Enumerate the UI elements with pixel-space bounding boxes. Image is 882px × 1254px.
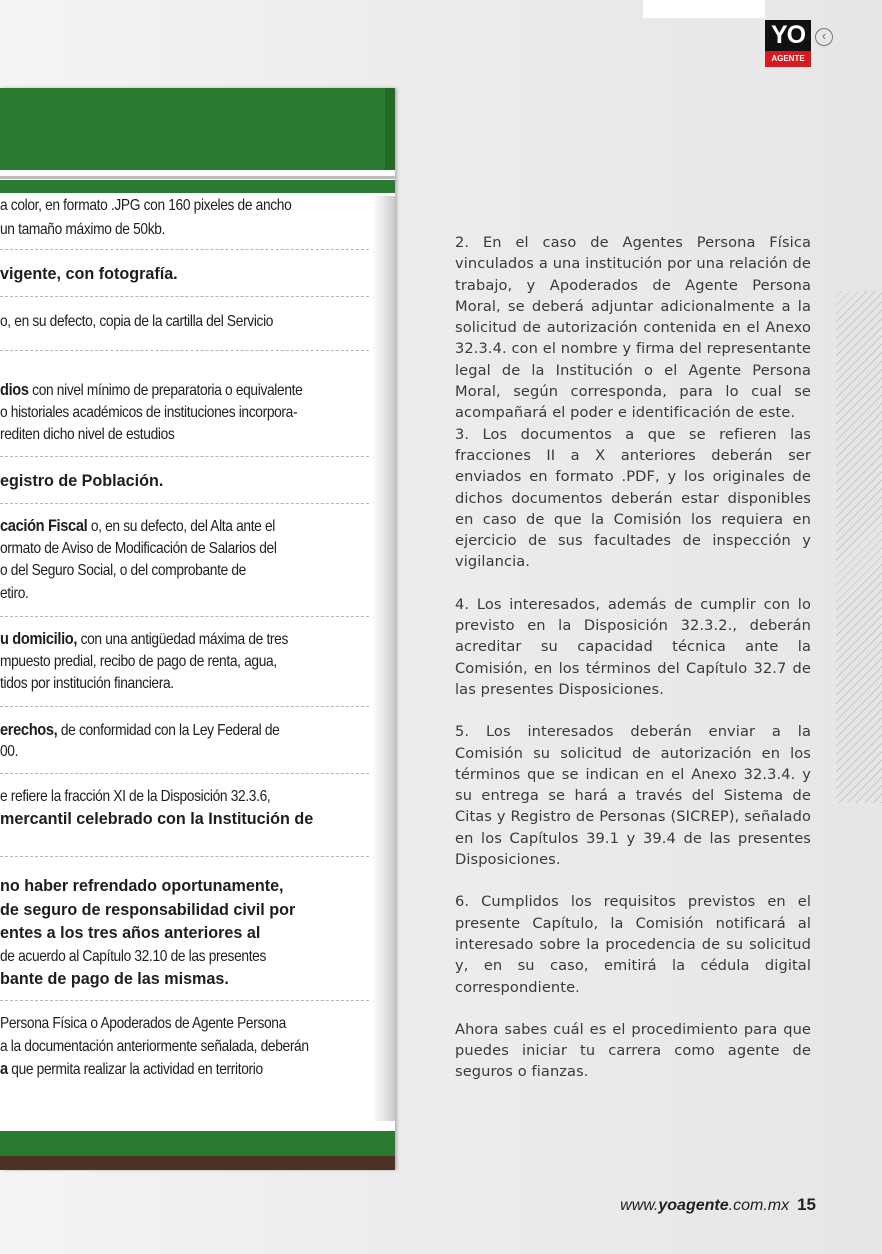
requirements-card bbox=[0, 88, 395, 1170]
card-line: no haber refrendado oportunamente, bbox=[0, 876, 284, 895]
card-header-band bbox=[0, 88, 395, 170]
dashed-divider bbox=[0, 249, 370, 250]
card-line: o del Seguro Social, o del comprobante de bbox=[0, 562, 246, 579]
card-line: erechos, de conformidad con la Ley Federal de bbox=[0, 720, 280, 739]
card-line: dios con nivel mínimo de preparatoria o equivalente bbox=[0, 380, 303, 399]
card-line: de acuerdo al Capítulo 32.10 de las presentes bbox=[0, 948, 267, 965]
footer-domain: .com.mx bbox=[728, 1197, 790, 1214]
card-green-stripe bbox=[0, 180, 395, 193]
card-line: de seguro de responsabilidad civil por bbox=[0, 900, 296, 919]
top-tab bbox=[643, 0, 765, 18]
card-line: e refiere la fracción XI de la Disposición 32.3.6, bbox=[0, 788, 271, 805]
circle-chevron-left-icon[interactable]: ‹ bbox=[815, 28, 833, 46]
card-line: Persona Física o Apoderados de Agente Persona bbox=[0, 1015, 286, 1032]
logo-main-text: YO bbox=[770, 21, 806, 49]
card-body bbox=[0, 196, 370, 1121]
card-fold-shadow bbox=[372, 196, 395, 1121]
card-line: mercantil celebrado con la Institución de bbox=[0, 809, 314, 828]
card-line: mpuesto predial, recibo de pago de renta, agua, bbox=[0, 653, 277, 670]
card-line: etiro. bbox=[0, 585, 29, 602]
card-line: a la documentación anteriormente señalada, deberán bbox=[0, 1038, 309, 1055]
logo-sub-text: AGENTE bbox=[765, 51, 811, 67]
paragraph-3: 3. Los documentos a que se refieren las fracciones II a X anteriores deberán ser enviados en formato .PDF, y los originales de dichos documentos deberán estar disponibles en caso de que la Comisión los requiera en ejercicio de sus facultades de inspección y vigilancia. bbox=[455, 425, 811, 571]
footer-www: www. bbox=[620, 1197, 659, 1214]
card-line: entes a los tres años anteriores al bbox=[0, 923, 261, 942]
paragraph-4: 4. Los interesados, además de cumplir con lo previsto en la Disposición 32.3.2., deberán acreditar su capacidad técnica ante la Comisión, en los términos del Capítulo 32.7 de las presentes Disposiciones. bbox=[455, 595, 811, 698]
decorative-hatch-strip bbox=[836, 291, 882, 803]
card-line: u domicilio, con una antigüedad máxima de tres bbox=[0, 629, 289, 648]
card-line: tidos por institución financiera. bbox=[0, 675, 174, 692]
card-line: vigente, con fotografía. bbox=[0, 264, 178, 283]
footer-brand: yoagente bbox=[658, 1197, 729, 1214]
yo-agente-logo[interactable] bbox=[765, 20, 811, 67]
paragraph-2: 2. En el caso de Agentes Persona Física vinculados a una institución por una relación de trabajo, y Apoderados de Agente Persona Moral, se deberá adjuntar adicionalmente a la solicitud de autorización contenida en el Anexo 32.3.4. con el nombre y firma del representante legal de la Institución o el Agente Persona Moral, según corresponda, para lo cual se acompañará el poder e identificación de este. bbox=[455, 234, 811, 422]
card-line: egistro de Población. bbox=[0, 471, 164, 490]
paragraph-6: 6. Cumplidos los requisitos previstos en el presente Capítulo, la Comisión notificará al interesado sobre la procedencia de su solicitud y, en su caso, emitirá la cédula digital correspondiente. bbox=[455, 893, 811, 996]
page-footer bbox=[620, 1195, 816, 1215]
card-divider bbox=[0, 176, 395, 179]
dashed-divider bbox=[0, 856, 370, 857]
card-line: cación Fiscal o, en su defecto, del Alta ante el bbox=[0, 516, 275, 535]
closing-paragraph: Ahora sabes cuál es el procedimiento para que puedes iniciar tu carrera como agente de seguros o fianzas. bbox=[455, 1020, 811, 1081]
paragraph-5: 5. Los interesados deberán enviar a la Comisión su solicitud de autorización en los términos que se indican en el Anexo 32.3.4. y su entrega se hará a través del Sistema de Citas y Registro de Personas (SICREP), señalado en los Capítulos 39.1 y 39.4 de las presentes Disposiciones. bbox=[455, 723, 811, 869]
card-line: 00. bbox=[0, 743, 19, 760]
card-line: bante de pago de las mismas. bbox=[0, 969, 229, 988]
dashed-divider bbox=[0, 616, 370, 617]
card-line: un tamaño máximo de 50kb. bbox=[0, 221, 166, 238]
dashed-divider bbox=[0, 773, 370, 774]
card-line: ormato de Aviso de Modificación de Salarios del bbox=[0, 540, 277, 557]
card-line: rediten dicho nivel de estudios bbox=[0, 426, 175, 443]
card-footer-green bbox=[0, 1131, 395, 1156]
dashed-divider bbox=[0, 1000, 370, 1001]
dashed-divider bbox=[0, 456, 370, 457]
dashed-divider bbox=[0, 503, 370, 504]
card-line: a color, en formato .JPG con 160 pixeles de ancho bbox=[0, 197, 292, 214]
dashed-divider bbox=[0, 296, 370, 297]
card-line: a que permita realizar la actividad en territorio bbox=[0, 1059, 263, 1078]
dashed-divider bbox=[0, 350, 370, 351]
card-line: o historiales académicos de instituciones incorpora- bbox=[0, 404, 298, 421]
card-footer-brown bbox=[0, 1156, 395, 1170]
page-number: 15 bbox=[797, 1195, 816, 1214]
article-column bbox=[455, 232, 811, 1083]
dashed-divider bbox=[0, 706, 370, 707]
card-line: o, en su defecto, copia de la cartilla del Servicio bbox=[0, 313, 274, 330]
